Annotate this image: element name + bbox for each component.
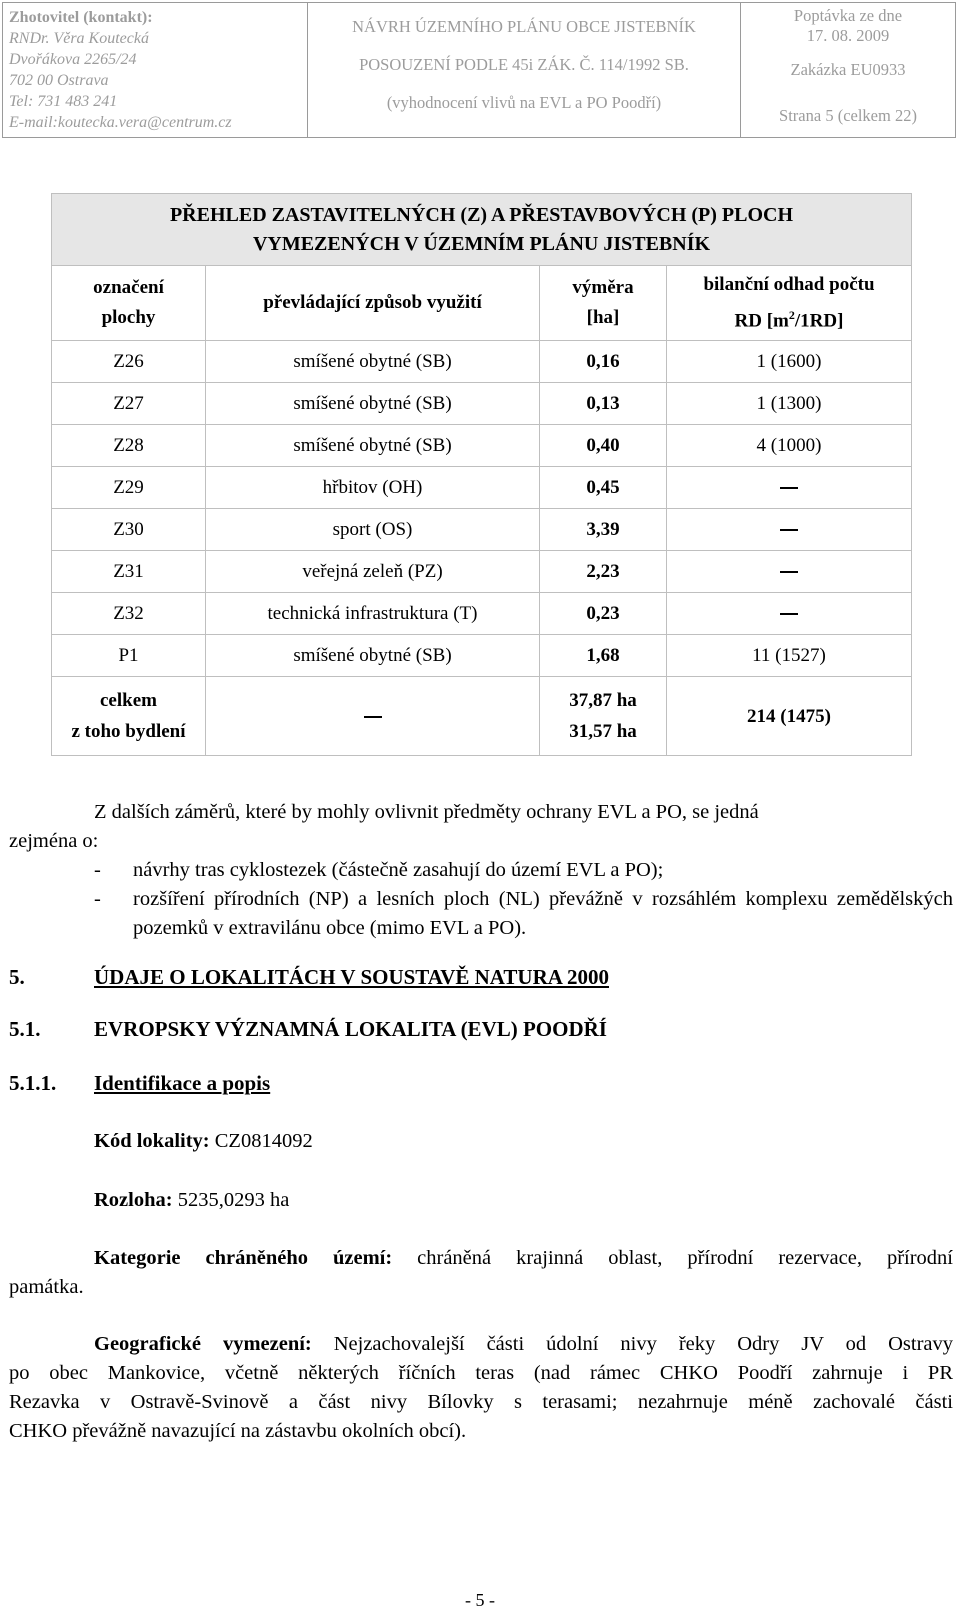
dash-icon: [780, 571, 798, 573]
dash-icon: [364, 716, 382, 718]
plot-estimate: 11 (1527): [667, 635, 912, 677]
areas-table: [51, 193, 912, 756]
plot-use: smíšené obytné (SB): [206, 341, 540, 383]
plot-id: Z28: [52, 425, 206, 467]
plot-use: hřbitov (OH): [206, 467, 540, 509]
protected-area-category: Kategorie chráněného území: chráněná krajinná oblast, přírodní rezervace, přírodní památka.: [9, 1247, 953, 1298]
contractor-email: E-mail:koutecka.vera@centrum.cz: [9, 114, 232, 131]
table-header-row: [52, 266, 912, 341]
header-use: převládající způsob využití: [206, 266, 540, 341]
document-title-block: [308, 3, 741, 138]
plot-use: smíšené obytné (SB): [206, 425, 540, 467]
dash-icon: [780, 487, 798, 489]
contractor-phone: Tel: 731 483 241: [9, 93, 118, 110]
plot-id: P1: [52, 635, 206, 677]
table-row: [52, 509, 912, 551]
plot-area: 2,23: [540, 551, 667, 593]
plot-area: 0,16: [540, 341, 667, 383]
document-title: NÁVRH ÚZEMNÍHO PLÁNU OBCE JISTEBNÍK: [352, 17, 696, 36]
section-5-1-1-heading: 5.1.1. Identifikace a popis: [9, 1071, 271, 1095]
plot-area: 0,13: [540, 383, 667, 425]
header-estimate: bilanční odhad počtu RD $[m^2/1RD]$: [667, 266, 912, 341]
plot-use: smíšené obytné (SB): [206, 635, 540, 677]
order-number: Zakázka EU0933: [790, 60, 906, 79]
total-estimate: 214 (1475): [667, 677, 912, 756]
plot-use: smíšené obytné (SB): [206, 383, 540, 425]
table-row: [52, 383, 912, 425]
plot-estimate-empty: [667, 509, 912, 551]
header-area: výměra [ha]: [540, 266, 667, 341]
header-plot-id: označení plochy: [52, 266, 206, 341]
table-total-row: [52, 677, 912, 756]
intro-paragraph: Z dalších záměrů, které by mohly ovlivnit předměty ochrany EVL a PO, se jedná zejména o: - návrhy tras cyklostezek (částečně zasahují do území EVL a PO); - rozšíření přírodních (NP) a lesních ploch (NL) převážně v rozsáhlém komplexu zemědělských pozemků v extravilánu obce (mimo EVL a PO).: [9, 798, 953, 943]
plot-estimate-empty: [667, 551, 912, 593]
plot-estimate: 1 (1600): [667, 341, 912, 383]
contractor-city: 702 00 Ostrava: [9, 72, 109, 89]
request-date: 17. 08. 2009: [806, 26, 890, 45]
total-use-empty: [206, 677, 540, 756]
request-label: Poptávka ze dne: [793, 6, 903, 25]
dash-icon: [780, 613, 798, 615]
plot-id: Z32: [52, 593, 206, 635]
plot-id: Z31: [52, 551, 206, 593]
list-item: - rozšíření přírodních (NP) a lesních ploch (NL) převážně v rozsáhlém komplexu zemědělských pozemků v extravilánu obce (mimo EVL a PO).: [94, 888, 953, 939]
plot-area: 1,68: [540, 635, 667, 677]
plot-use: technická infrastruktura (T): [206, 593, 540, 635]
geographic-definition: Geografické vymezení: Nejzachovalejší části údolní nivy řeky Odry JV od Ostravy po obec Mankovice, včetně některých říčních teras (nad rámec CHKO Poodří zahrnuje i PR Rezavka v Ostravě-Svinově a část nivy Bílovky s terasami; nezahrnuje méně zachovalé části CHKO převážně navazující na zástavbu okolních obcí).: [9, 1333, 954, 1442]
table-row: [52, 551, 912, 593]
plot-area: 0,45: [540, 467, 667, 509]
total-area: 37,87 ha 31,57 ha: [540, 677, 667, 756]
table-row: [52, 593, 912, 635]
plot-estimate: 1 (1300): [667, 383, 912, 425]
plot-estimate: 4 (1000): [667, 425, 912, 467]
plot-estimate-empty: [667, 467, 912, 509]
document-subtitle: POSOUZENÍ PODLE 45i ZÁK. Č. 114/1992 SB.: [359, 55, 689, 74]
order-info: [741, 3, 956, 138]
plot-use: veřejná zeleň (PZ): [206, 551, 540, 593]
plot-id: Z26: [52, 341, 206, 383]
plot-area: 0,23: [540, 593, 667, 635]
plot-use: sport (OS): [206, 509, 540, 551]
section-5-heading: 5. ÚDAJE O LOKALITÁCH V SOUSTAVĚ NATURA 2000: [9, 965, 609, 989]
plot-estimate-empty: [667, 593, 912, 635]
contractor-contact: [3, 3, 308, 138]
total-label: celkem z toho bydlení: [52, 677, 206, 756]
page-header: [2, 2, 956, 133]
contractor-label: Zhotovitel (kontakt):: [9, 9, 153, 26]
plot-area: 0,40: [540, 425, 667, 467]
table-title: PŘEHLED ZASTAVITELNÝCH (Z) A PŘESTAVBOVÝCH (P) PLOCH VYMEZENÝCH V ÚZEMNÍM PLÁNU JISTEBNÍK: [52, 194, 912, 266]
plot-id: Z30: [52, 509, 206, 551]
list-item: - návrhy tras cyklostezek (částečně zasahují do území EVL a PO);: [94, 859, 664, 881]
contractor-street: Dvořákova 2265/24: [9, 51, 137, 68]
plot-area: 3,39: [540, 509, 667, 551]
table-row: [52, 425, 912, 467]
contractor-name: RNDr. Věra Koutecká: [9, 30, 149, 47]
site-code: Kód lokality: CZ0814092: [94, 1130, 313, 1152]
page-number: - 5 -: [465, 1590, 495, 1610]
dash-icon: [780, 529, 798, 531]
table-row: [52, 467, 912, 509]
section-5-1-heading: 5.1. EVROPSKY VÝZNAMNÁ LOKALITA (EVL) POODŘÍ: [9, 1017, 607, 1041]
plot-id: Z29: [52, 467, 206, 509]
table-row: [52, 635, 912, 677]
table-row: [52, 341, 912, 383]
document-note: (vyhodnocení vlivů na EVL a PO Poodří): [386, 93, 662, 112]
page-count: Strana 5 (celkem 22): [779, 106, 917, 125]
plot-id: Z27: [52, 383, 206, 425]
site-area: Rozloha: 5235,0293 ha: [94, 1189, 290, 1211]
